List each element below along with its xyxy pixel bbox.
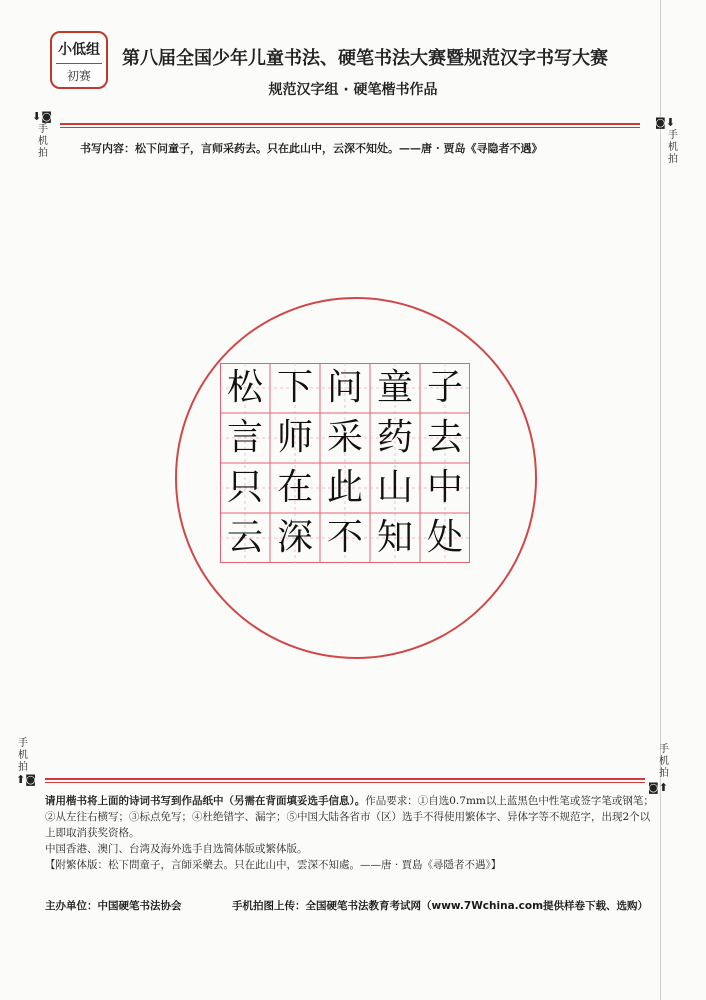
instructions-traditional: 【附繁体版：松下問童子，言師采藥去。只在此山中，雲深不知處。——唐 · 賈島《尋隱者不遇》】 — [45, 859, 502, 871]
grid-char: 采 — [326, 417, 363, 458]
practice-grid — [220, 363, 470, 563]
top-right-phone-label: 手机拍 — [668, 130, 678, 165]
grid-char: 童 — [376, 367, 413, 408]
page-subtitle: 规范汉字组 · 硬笔楷书作品 — [268, 82, 438, 98]
grid-char: 师 — [276, 417, 313, 458]
top-right-camera-mark: ◙⬇ — [655, 116, 675, 129]
camera-icon: ◙ — [41, 110, 52, 123]
bottom-right-camera-mark: ◙⬆ — [648, 781, 668, 794]
top-red-rule-thin — [60, 127, 640, 128]
grid-char: 知 — [376, 517, 413, 558]
instructions-lead: 请用楷书将上面的诗词书写到作品纸中（另需在背面填妥选手信息）。 — [45, 795, 366, 807]
bottom-left-phone-label: 手机拍 — [18, 738, 28, 773]
camera-icon: ◙ — [655, 116, 666, 129]
grid-char: 在 — [276, 467, 313, 508]
writing-content: 书写内容：松下问童子，言师采药去。只在此山中，云深不知处。——唐 · 贾岛《寻隐者不遇》 — [80, 142, 543, 155]
bottom-left-camera-mark: ⬆◙ — [16, 773, 36, 786]
grid-char: 不 — [326, 517, 363, 558]
grid-char: 松 — [226, 367, 263, 408]
grid-char: 此 — [326, 467, 363, 508]
grid-char: 只 — [226, 467, 263, 508]
page-edge — [660, 0, 661, 1000]
grid-char: 云 — [226, 517, 263, 558]
grid-char: 山 — [376, 467, 413, 508]
instructions-region-note: 中国香港、澳门、台湾及海外选手自选简体版或繁体版。 — [45, 843, 308, 855]
grid-char: 下 — [276, 367, 313, 408]
top-left-camera-mark: ⬇◙ — [32, 110, 52, 123]
camera-icon: ◙ — [25, 773, 36, 786]
grid-char: 深 — [276, 517, 313, 558]
bottom-red-rule-thin — [45, 782, 645, 783]
organizer: 主办单位：中国硬笔书法协会 — [45, 900, 182, 912]
top-red-rule — [60, 123, 640, 125]
grid-char: 中 — [426, 467, 463, 508]
badge-group: 小低组 — [58, 42, 100, 58]
upload-info: 手机拍图上传：全国硬笔书法教育考试网（www.7Wchina.com提供样卷下载、选购） — [232, 900, 649, 912]
badge-stage: 初赛 — [66, 69, 91, 83]
grid-char: 言 — [226, 417, 263, 458]
badge-divider — [56, 63, 102, 64]
grid-char: 去 — [426, 417, 463, 458]
grid-char: 处 — [426, 517, 463, 558]
bottom-red-rule — [45, 778, 645, 780]
grid-char: 问 — [326, 367, 363, 408]
top-left-phone-label: 手机拍 — [38, 124, 48, 159]
camera-icon: ◙ — [648, 781, 659, 794]
instructions-requirements: 作品要求：①自选0.7mm以上蓝黑色中性笔或签字笔或钢笔；②从左往右横写；③标点免写；④杜绝错字、漏字；⑤中国大陆各省市（区）选手不得使用繁体字、异体字等不规范字，出现2个以上即取消获奖资格。 — [45, 795, 654, 839]
page-title: 第八届全国少年儿童书法、硬笔书法大赛暨规范汉字书写大赛 — [122, 48, 608, 69]
grid-char: 药 — [376, 417, 413, 458]
bottom-right-phone-label: 手机拍 — [659, 744, 669, 779]
grid-char: 子 — [426, 367, 463, 408]
instructions — [45, 793, 660, 873]
